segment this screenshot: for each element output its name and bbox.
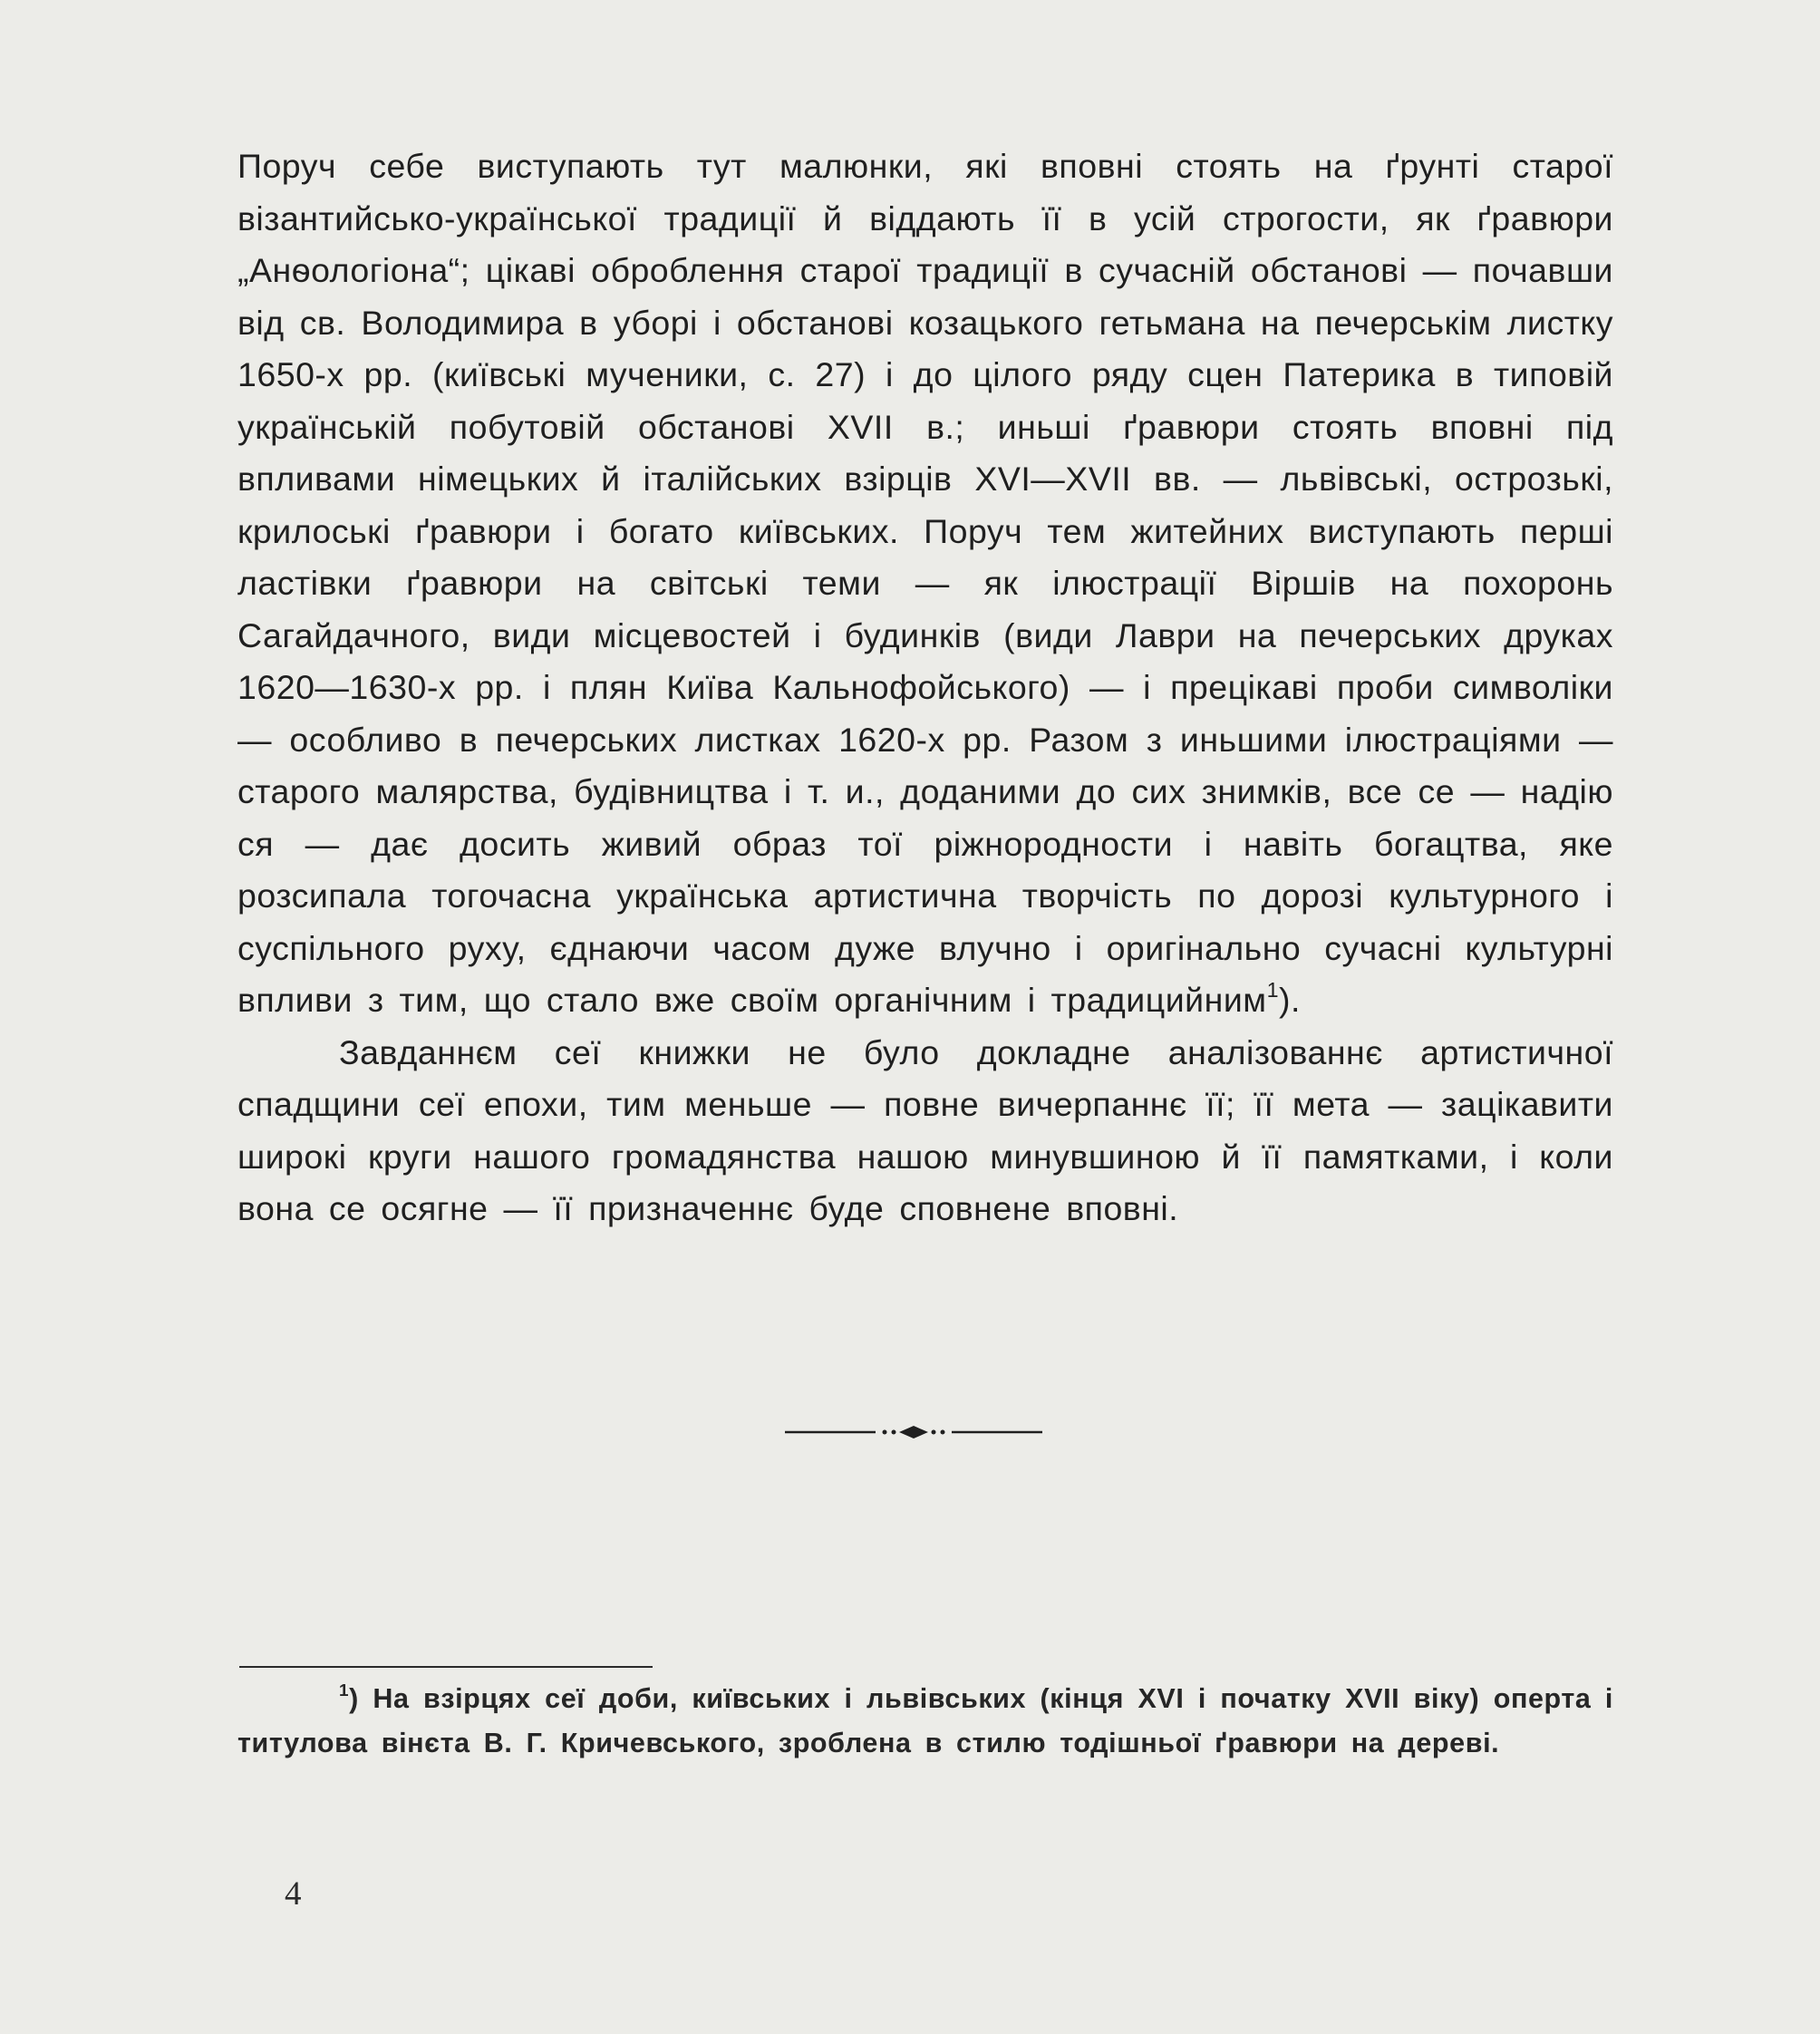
footnote-reference[interactable]: 1	[1266, 978, 1279, 1002]
paragraph-tail: ).	[1279, 981, 1301, 1019]
paragraph: Завданнєм сеї книжки не було докладне аналізованнє артистичної спадщини сеї епохи, тим меньше — повне вичерпаннє її; її мета — зацікавити широкі круги нашого громадянства нашою минувшиною й її памятками, і коли вона се осягне — її призначеннє буде сповнене вповні.	[237, 1032, 1613, 1227]
footnote-marker: 1	[339, 1680, 350, 1700]
paragraph-text: Поруч себе виступають тут малюнки, які вповні стоять на ґрунті старої візантийсько-української традиції й віддають її в усій строгости, як ґравюри „Анѳологіона“; цікаві оброблення старої традиції в сучасній обстанові — почавши від св. Володимира в уборі і обстанові козацького гетьмана на печерськім листку 1650-х рр. (київські мученики, с. 27) і до цілого ряду сцен Патерика в типовій українській побутовій обстанові XVII в.; иньші ґравюри стоять вповні під впливами німецьких й італійських взірців XVI—XVII вв. — львівські, острозькі, крилоські ґравюри і богато київських. Поруч тем житейних виступають перші ластівки ґравюри на світські теми — як ілюстрації Віршів на похоронь Сагайдачного, види місцевостей і будинків (види Лаври на печерських друках 1620—1630-х рр. і плян Київа Кальнофойського) — і прецікаві проби символіки — особливо в печерських листках 1620-х рр. Разом з иньшими ілюстраціями — старого малярства, будівництва і т. и., доданими до сих знимків, все се — надію ся — дає досить живий образ тої ріжнородности і навіть богацтва, яке розсипала тогочасна українська артистична творчість по дорозі культурного і суспільного руху, єднаючи часом дуже влучно і оригінально сучасні культурні впливи з тим, що стало вже своїм органічним і традицийним	[237, 147, 1613, 1019]
page-number: 4	[285, 1875, 302, 1913]
main-text	[237, 140, 1613, 1235]
footnote-text: ) На взірцях сеї доби, київських і львівських (кінця XVI і початку XVII віку) оперта і титулова вінєта В. Г. Кричевського, зроблена в стилю тодішньої ґравюри на дереві.	[237, 1683, 1613, 1758]
section-end-ornament	[785, 1421, 1042, 1443]
footnote-separator	[239, 1666, 653, 1668]
footnote	[237, 1677, 1613, 1766]
paragraph	[237, 140, 1613, 1027]
